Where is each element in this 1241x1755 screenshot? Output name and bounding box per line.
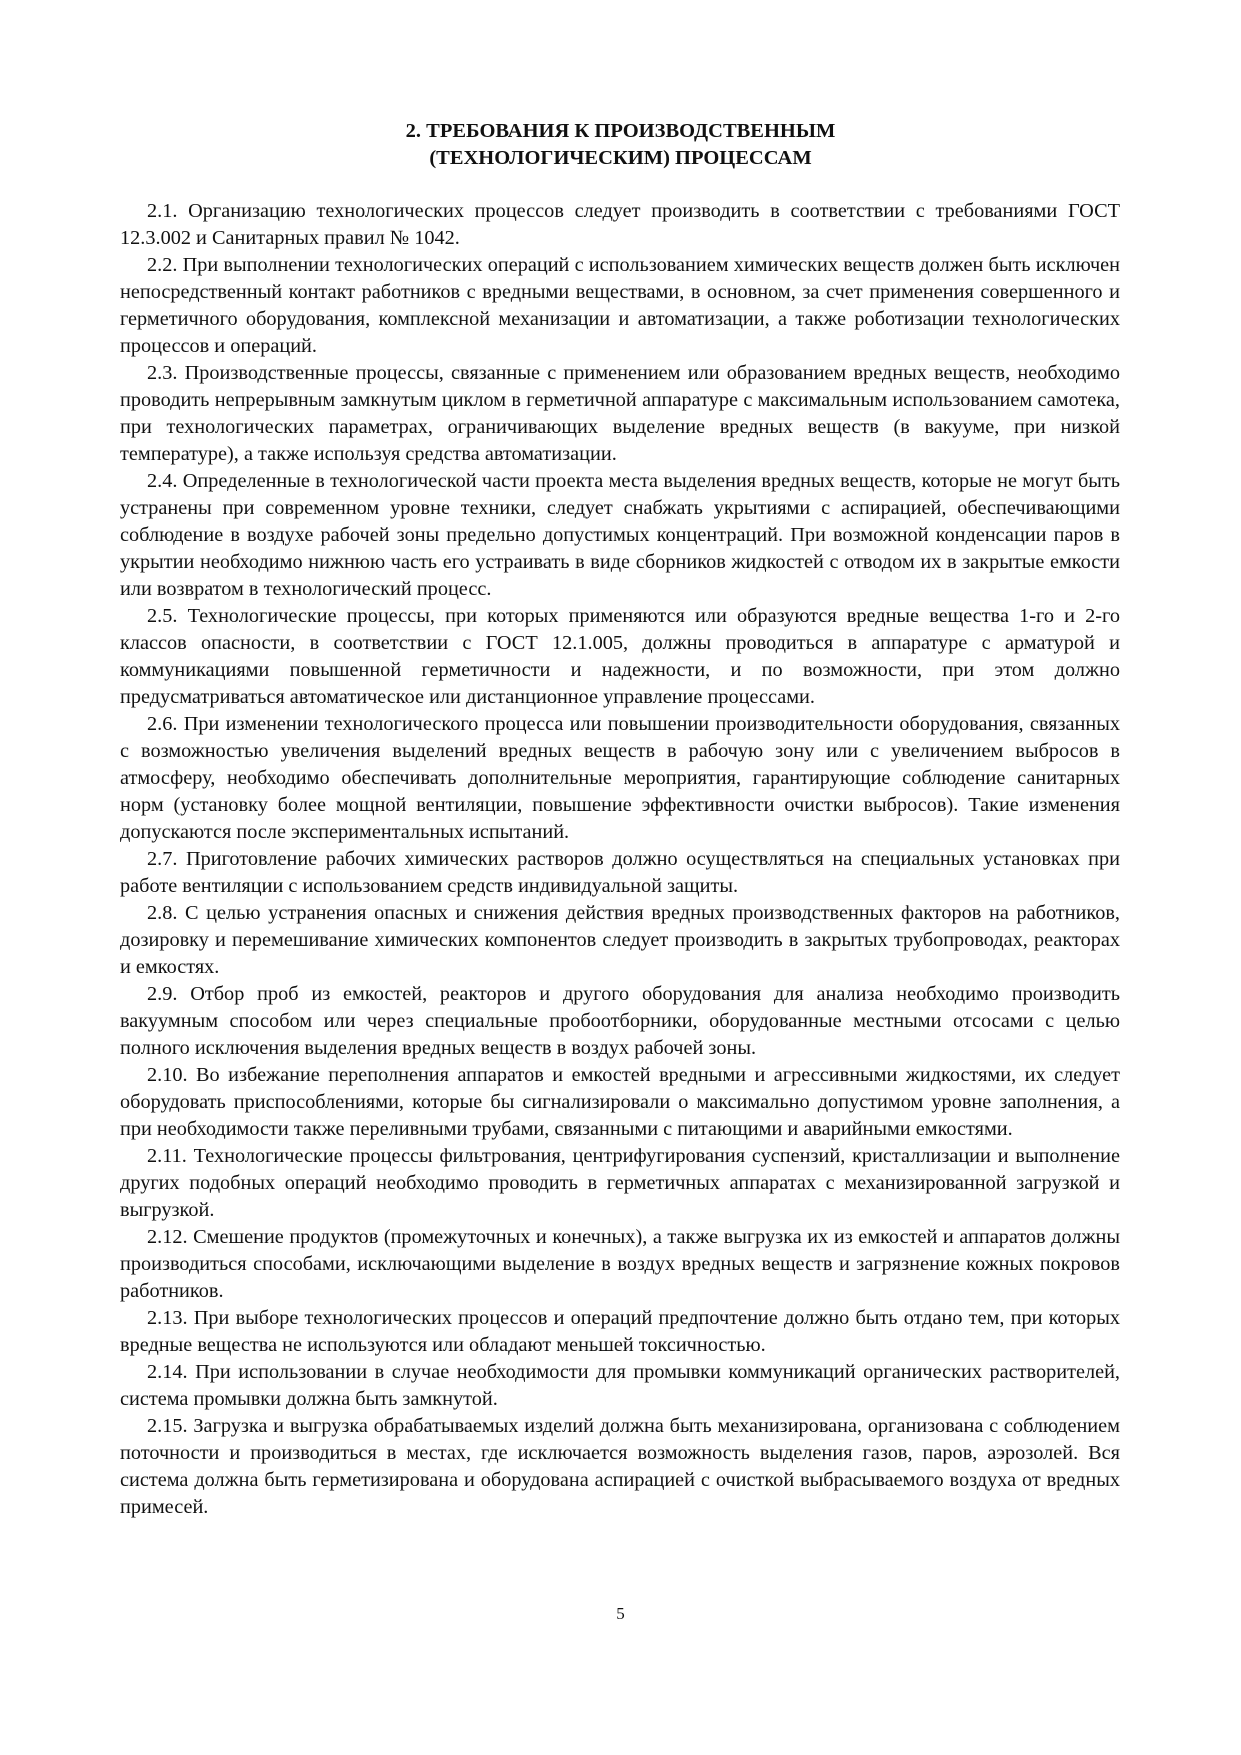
section-body	[120, 198, 1120, 1521]
paragraph-2-4: 2.4. Определенные в технологической части проекта места выделения вредных веществ, которые не могут быть устранены при современном уровне техники, следует снабжать укрытиями с аспирацией, обеспечивающими соблюдение в воздухе рабочей зоны предельно допустимых концентраций. При возможной конденсации паров в укрытии необходимо нижнюю часть его устраивать в виде сборников жидкостей с отводом их в закрытые емкости или возвратом в технологический процесс.	[120, 470, 1120, 600]
paragraph-2-15: 2.15. Загрузка и выгрузка обрабатываемых изделий должна быть механизирована, организована с соблюдением поточности и производиться в местах, где исключается возможность выделения газов, паров, аэрозолей. Вся система должна быть герметизирована и оборудована аспирацией с очисткой выбрасываемого воздуха от вредных примесей.	[120, 1415, 1120, 1518]
section-title-line-2: (ТЕХНОЛОГИЧЕСКИМ) ПРОЦЕССАМ	[429, 147, 812, 169]
section-title-line-1: 2. ТРЕБОВАНИЯ К ПРОИЗВОДСТВЕННЫМ	[405, 120, 836, 142]
paragraph-2-2: 2.2. При выполнении технологических операций с использованием химических веществ должен быть исключен непосредственный контакт работников с вредными веществами, в основном, за счет применения совершенного и герметичного оборудования, комплексной механизации и автоматизации, а также роботизации технологических процессов и операций.	[120, 254, 1120, 357]
paragraph-2-3: 2.3. Производственные процессы, связанные с применением или образованием вредных веществ, необходимо проводить непрерывным замкнутым циклом в герметичной аппаратуре с максимальным использованием самотека, при технологических параметрах, ограничивающих выделение вредных веществ (в вакууме, при низкой температуре), а также используя средства автоматизации.	[120, 362, 1120, 465]
paragraph-2-7: 2.7. Приготовление рабочих химических растворов должно осуществляться на специальных установках при работе вентиляции с использованием средств индивидуальной защиты.	[120, 848, 1120, 897]
paragraph-2-5: 2.5. Технологические процессы, при которых применяются или образуются вредные вещества 1-го и 2-го классов опасности, в соответствии с ГОСТ 12.1.005, должны проводиться в аппаратуре с арматурой и коммуникациями повышенной герметичности и надежности, и по возможности, при этом должно предусматриваться автоматическое или дистанционное управление процессами.	[120, 605, 1120, 708]
paragraph-2-10: 2.10. Во избежание переполнения аппаратов и емкостей вредными и агрессивными жидкостями, их следует оборудовать приспособлениями, которые бы сигнализировали о максимально допустимом уровне заполнения, а при необходимости также переливными трубами, связанными с питающими и аварийными емкостями.	[120, 1064, 1120, 1140]
paragraph-2-13: 2.13. При выборе технологических процессов и операций предпочтение должно быть отдано тем, при которых вредные вещества не используются или обладают меньшей токсичностью.	[120, 1307, 1120, 1356]
paragraph-2-6: 2.6. При изменении технологического процесса или повышении производительности оборудования, связанных с возможностью увеличения выделений вредных веществ в рабочую зону или с увеличением выбросов в атмосферу, необходимо обеспечивать дополнительные мероприятия, гарантирующие соблюдение санитарных норм (установку более мощной вентиляции, повышение эффективности очистки выбросов). Такие изменения допускаются после экспериментальных испытаний.	[120, 713, 1120, 843]
paragraph-2-12: 2.12. Смешение продуктов (промежуточных и конечных), а также выгрузка их из емкостей и аппаратов должны производиться способами, исключающими выделение в воздух вредных веществ и загрязнение кожных покровов работников.	[120, 1226, 1120, 1302]
paragraph-2-14: 2.14. При использовании в случае необходимости для промывки коммуникаций органических растворителей, система промывки должна быть замкнутой.	[120, 1361, 1120, 1410]
paragraph-2-9: 2.9. Отбор проб из емкостей, реакторов и другого оборудования для анализа необходимо производить вакуумным способом или через специальные пробоотборники, оборудованные местными отсосами с целью полного исключения выделения вредных веществ в воздух рабочей зоны.	[120, 983, 1120, 1059]
paragraph-2-8: 2.8. С целью устранения опасных и снижения действия вредных производственных факторов на работников, дозировку и перемешивание химических компонентов следует производить в закрытых трубопроводах, реакторах и емкостях.	[120, 902, 1120, 978]
page-number: 5	[616, 1604, 625, 1623]
paragraph-2-11: 2.11. Технологические процессы фильтрования, центрифугирования суспензий, кристаллизации и выполнение других подобных операций необходимо проводить в герметичных аппаратах с механизированной загрузкой и выгрузкой.	[120, 1145, 1120, 1221]
section-title	[0, 118, 1241, 172]
paragraph-2-1: 2.1. Организацию технологических процессов следует производить в соответствии с требованиями ГОСТ 12.3.002 и Санитарных правил № 1042.	[120, 200, 1120, 249]
